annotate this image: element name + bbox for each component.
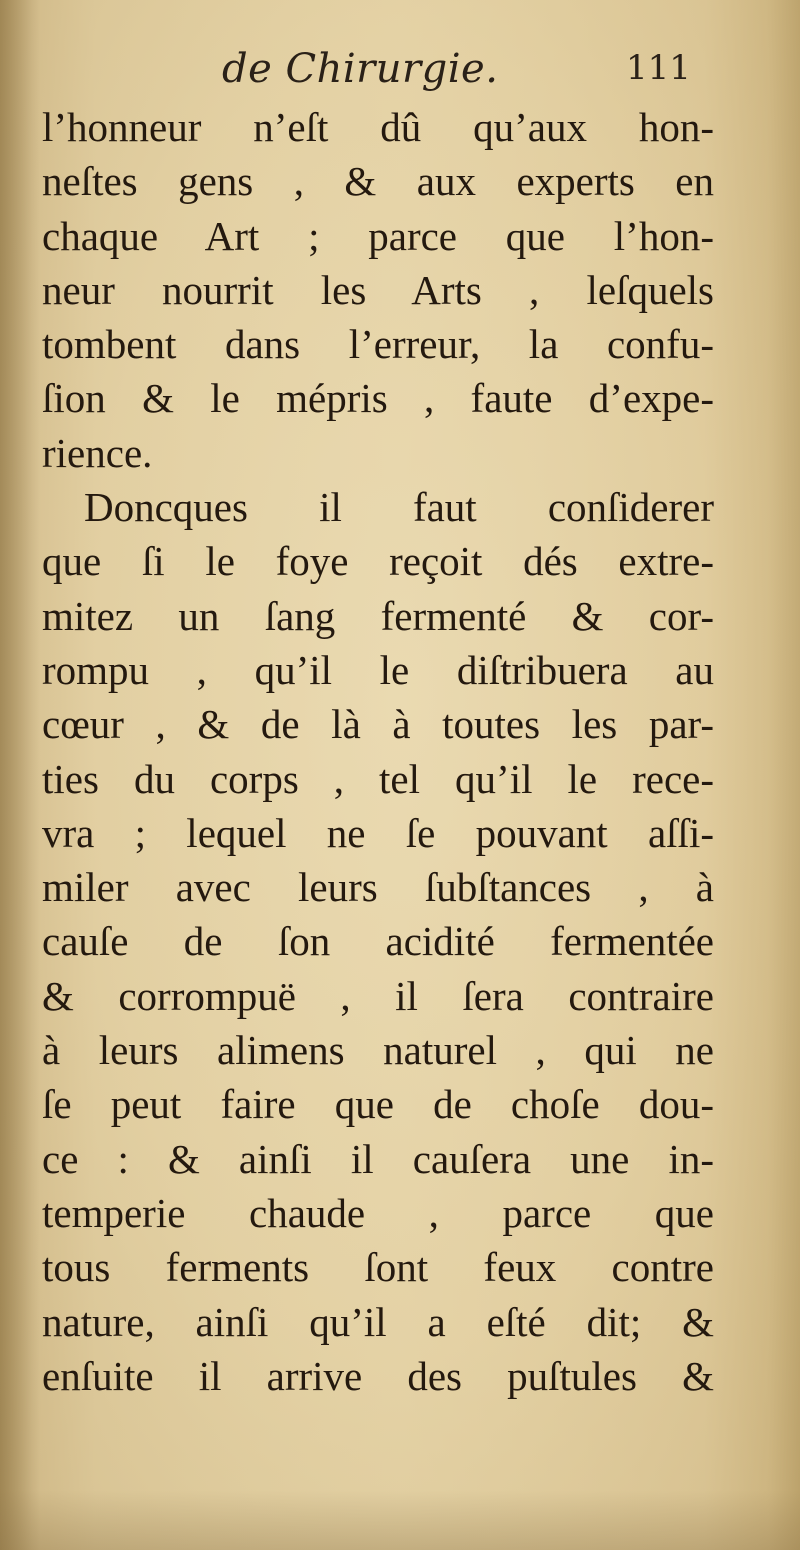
text-line: miler avec leurs ſubſtances , à xyxy=(42,864,714,911)
text-line: à leurs alimens naturel , qui ne xyxy=(42,1027,714,1074)
text-line: temperie chaude , parce que xyxy=(42,1189,714,1236)
text-line: enſuite il arrive des puſtules & xyxy=(42,1352,714,1399)
text-line: tombent dans l’erreur, la confu- xyxy=(42,321,714,368)
text-line: neſtes gens , & aux experts en xyxy=(42,158,714,205)
text-line: rience. xyxy=(42,429,153,476)
text-line: nature, ainſi qu’il a eſté dit; & xyxy=(42,1298,714,1345)
text-line: que ſi le foye reçoit dés extre- xyxy=(42,538,714,585)
running-title: de Chirurgie. xyxy=(222,46,499,92)
text-line: ſe peut faire que de choſe dou- xyxy=(42,1081,714,1128)
text-line: l’honneur n’eſt dû qu’aux hon- xyxy=(42,104,714,150)
page-number: 111 xyxy=(626,48,691,88)
body-text xyxy=(42,100,714,1403)
text-line: rompu , qu’il le diſtribuera au xyxy=(42,646,714,693)
text-line: neur nourrit les Arts , leſquels xyxy=(42,266,714,313)
text-line: cauſe de ſon acidité fermentée xyxy=(42,918,714,965)
text-line: & corrompuë , il ſera contraire xyxy=(42,972,714,1019)
running-head xyxy=(0,46,800,96)
text-line: cœur , & de là à toutes les par- xyxy=(42,701,714,748)
paragraph-first-line: Doncques il faut conſiderer xyxy=(84,484,714,531)
text-line: mitez un ſang fermenté & cor- xyxy=(42,592,714,639)
text-line: tous ferments ſont feux contre xyxy=(42,1244,714,1291)
text-line: ce : & ainſi il cauſera une in- xyxy=(42,1135,714,1182)
text-line: vra ; lequel ne ſe pouvant aſſi- xyxy=(42,809,714,856)
text-line: ſion & le mépris , faute d’expe- xyxy=(42,375,714,422)
text-line: ties du corps , tel qu’il le rece- xyxy=(42,755,714,802)
text-line: chaque Art ; parce que l’hon- xyxy=(42,212,714,259)
